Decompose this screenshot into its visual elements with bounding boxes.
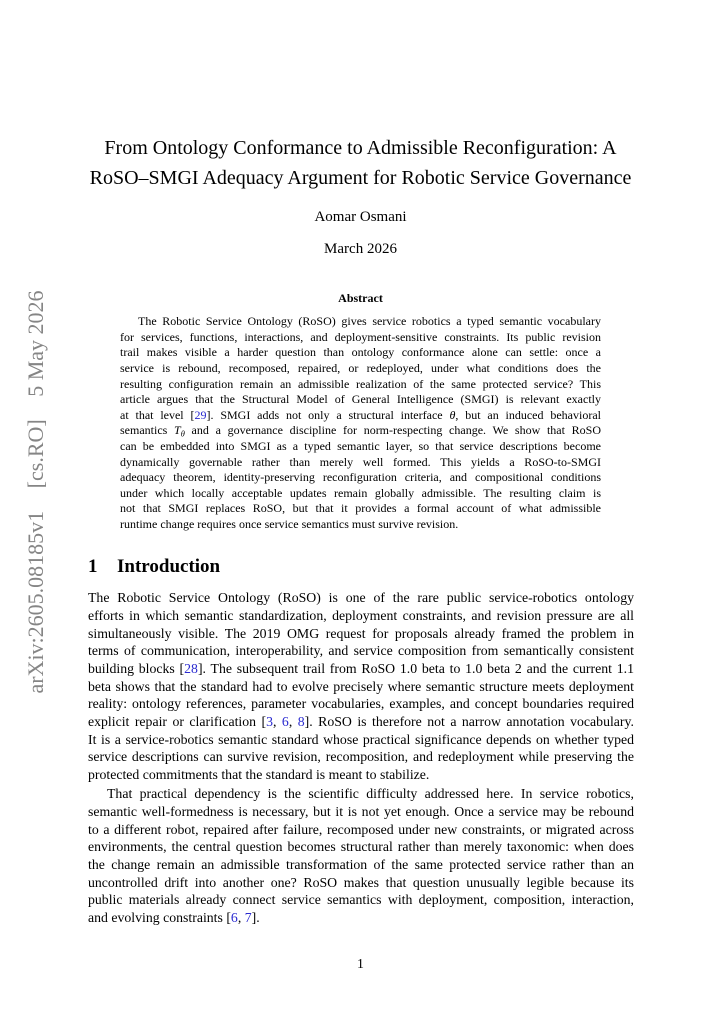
text-run: , xyxy=(237,910,245,926)
body-text-line xyxy=(88,874,634,892)
text-run: environments, the central question becomes structural rather than merely taxonomic: when does xyxy=(88,839,634,855)
text-run: explicit repair or clarification [ xyxy=(88,714,267,730)
title-line: From Ontology Conformance to Admissible Reconfiguration: A xyxy=(104,137,617,159)
text-run: That practical dependency is the scientific difficulty addressed here. In service robotics, xyxy=(107,786,634,802)
body-text-line xyxy=(88,856,634,874)
text-run: semantics xyxy=(120,423,175,438)
citation-link[interactable]: 3 xyxy=(266,714,274,730)
body-text-line xyxy=(88,766,634,784)
text-run: the change remain an admissible transformation of the same protected service rather than an xyxy=(88,856,634,872)
body-text-line xyxy=(88,660,634,678)
arxiv-id: arXiv:2605.08185v1 xyxy=(23,510,48,694)
abstract-line xyxy=(120,314,601,330)
body-text-line xyxy=(88,589,634,607)
paragraph xyxy=(88,785,634,927)
section-title: Introduction xyxy=(117,556,221,577)
text-run: and evolving constraints [ xyxy=(88,910,231,926)
abstract-line xyxy=(120,439,601,455)
text-run: service is rebound, recomposed, repaired, or redeployed, under what conditions does the xyxy=(120,360,601,375)
body-text-line xyxy=(88,713,634,731)
text-run: The Robotic Service Ontology (RoSO) is one of the rare public service-robotics ontology xyxy=(88,590,634,606)
text-run: building blocks [ xyxy=(88,660,185,676)
body-text-line xyxy=(88,642,634,660)
body-text-line xyxy=(88,803,634,821)
body-text-line xyxy=(88,821,634,839)
text-run: under which locally acceptable updates remain globally admissible. The resulting claim is xyxy=(120,485,601,500)
text-run: article argues that the Structural Model of General Intelligence (SMGI) is relevant exactly xyxy=(120,392,601,407)
body-text-line xyxy=(88,678,634,696)
abstract-line xyxy=(120,423,601,439)
abstract-line xyxy=(120,455,601,471)
publication-date: March 2026 xyxy=(324,241,397,257)
page-number: 1 xyxy=(357,956,364,971)
body-text-line xyxy=(88,607,634,625)
text-run: dynamically governable rather than merely well formed. This yields a RoSO-to-SMGI xyxy=(120,454,601,469)
abstract-line xyxy=(120,486,601,502)
abstract-heading: Abstract xyxy=(338,291,383,305)
abstract-line xyxy=(120,361,601,377)
text-run: , xyxy=(288,714,298,730)
text-run: simultaneously visible. The 2019 OMG request for proposals already framed the problem in xyxy=(88,625,634,641)
citation-link[interactable]: 7 xyxy=(244,910,252,926)
text-run: public materials already connect service semantics with deployment, composition, interaction, xyxy=(88,892,634,908)
text-run: beta shows that the standard had to evolve precisely where semantic structure meets deployment xyxy=(88,678,634,694)
text-run: terms of communication, interoperability, and service composition from semantically consistent xyxy=(88,643,634,659)
text-run: efforts in which semantic standardization, deployment constraints, and revision pressure are all xyxy=(88,607,634,623)
body-text-line xyxy=(88,891,634,909)
paragraph xyxy=(88,589,634,784)
abstract-body xyxy=(120,314,601,532)
text-run: resulting configuration remain an admissible realization of the same protected service? This xyxy=(120,376,601,391)
text-run: It is a service-robotics semantic standard whose practical significance depends on whether typed xyxy=(88,731,634,747)
abstract-line xyxy=(120,377,601,393)
body-text-line xyxy=(88,625,634,643)
arxiv-category: [cs.RO] xyxy=(23,419,48,489)
section-number: 1 xyxy=(88,556,98,577)
text-run: not that SMGI replaces RoSO, but that it provides a formal account of what admissible xyxy=(120,501,601,516)
text-run: , xyxy=(273,714,282,730)
text-run: trail makes visible a harder question than ontology conformance alone can settle: once a xyxy=(120,345,601,360)
arxiv-stamp xyxy=(25,290,47,693)
text-run: reality: ontology references, parameter vocabularies, examples, and concept boundaries required xyxy=(88,696,634,712)
text-run: ]. xyxy=(251,910,260,926)
text-run: adequacy theorem, identity-preserving reconfiguration criteria, and compositional conditions xyxy=(120,470,601,485)
author-name: Aomar Osmani xyxy=(314,209,407,225)
paper-title xyxy=(0,133,721,193)
math-expression xyxy=(174,423,185,437)
text-run: The Robotic Service Ontology (RoSO) gives service robotics a typed semantic vocabulary xyxy=(138,314,601,329)
text-run: service descriptions can survive revision, recomposition, and redeployment while preserving the xyxy=(88,749,634,765)
body-text-line xyxy=(88,731,634,749)
arxiv-date: 5 May 2026 xyxy=(23,290,48,397)
text-run: at that level [ xyxy=(120,407,195,422)
text-run: protected commitments that the standard is meant to stabilize. xyxy=(88,767,430,783)
math-symbol: θ xyxy=(449,407,456,422)
text-run: uncontrolled drift into another one? RoSO makes that question unusually legible because its xyxy=(88,874,634,890)
text-run: ]. The subsequent trail from RoSO 1.0 beta to 1.0 beta 2 and the current 1.1 xyxy=(197,660,634,676)
body-text-line xyxy=(88,748,634,766)
text-run: ]. RoSO is therefore not a narrow annotation vocabulary. xyxy=(304,714,634,730)
abstract-line xyxy=(120,408,601,424)
math-subscript: θ xyxy=(180,429,185,439)
text-run: to a different robot, repaired after failure, recomposed under new constraints, or migrated across xyxy=(88,821,634,837)
body-text-line xyxy=(88,909,634,927)
text-run: and a governance discipline for norm-respecting change. We show that RoSO xyxy=(184,423,601,438)
abstract-line xyxy=(120,345,601,361)
body-text-line xyxy=(88,695,634,713)
abstract-line xyxy=(120,330,601,346)
citation-link[interactable]: 8 xyxy=(297,714,305,730)
abstract-line xyxy=(120,501,601,517)
citation-link[interactable]: 29 xyxy=(194,407,207,422)
citation-link[interactable]: 6 xyxy=(281,714,289,730)
citation-link[interactable]: 28 xyxy=(184,660,198,676)
text-run: for services, functions, interactions, and deployment-sensitive constraints. Its public revision xyxy=(120,329,601,344)
text-run: runtime change requires once service semantics must survive revision. xyxy=(120,516,459,531)
section-heading xyxy=(88,555,220,579)
citation-link[interactable]: 6 xyxy=(230,910,238,926)
abstract-line xyxy=(120,470,601,486)
title-line: RoSO–SMGI Adequacy Argument for Robotic Service Governance xyxy=(89,167,632,189)
abstract-line xyxy=(120,392,601,408)
body-text-line xyxy=(88,838,634,856)
math-symbol: T xyxy=(174,423,181,438)
text-run: , but an induced behavioral xyxy=(455,407,601,422)
text-run: semantic well-formedness is necessary, but it is not yet enough. Once a service may be rebound xyxy=(88,803,634,819)
text-run: ]. SMGI adds not only a structural interface xyxy=(206,407,450,422)
abstract-line xyxy=(120,517,601,533)
body-text-line xyxy=(88,785,634,803)
text-run: can be embedded into SMGI as a typed semantic layer, so that service descriptions become xyxy=(120,438,601,453)
